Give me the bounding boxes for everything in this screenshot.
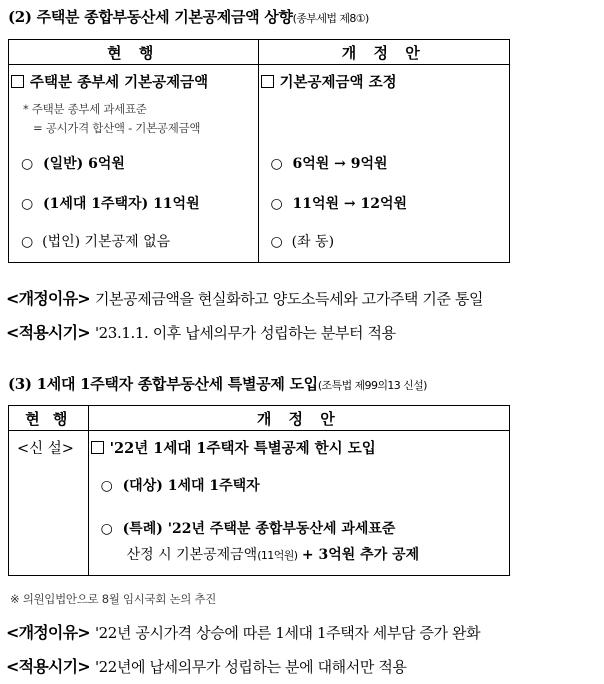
checkbox-square-icon: [261, 75, 274, 88]
section2-proposed-item-2-text: 11억원 → 12억원: [292, 196, 408, 212]
section3-item2-line2-small: (11억원): [257, 549, 298, 562]
section2-current-cell: [9, 65, 259, 263]
section2-table: [8, 39, 510, 263]
section2-heading: [8, 6, 369, 27]
circle-bullet-icon: ○: [100, 478, 113, 494]
section2-current-note1: * 주택분 종부세 과세표준: [23, 102, 147, 116]
section2-proposed-item-2: [271, 193, 408, 213]
section2-apply-label: <적용시기>: [6, 323, 90, 342]
section3-proposed-item-1: [101, 475, 260, 495]
section3-proposed-item-1-text: (대상) 1세대 1주택자: [122, 478, 260, 494]
section2-current-title: [11, 71, 208, 92]
section3-footnote: ※ 의원입법안으로 8월 임시국회 논의 추진: [10, 592, 217, 606]
section2-proposed-item-1-text: 6억원 → 9억원: [292, 156, 388, 172]
section2-reason-text: 기본공제금액을 현실화하고 양도소득세와 고가주택 기준 통일: [94, 290, 484, 308]
section2-proposed-title-text: 기본공제금액 조정: [279, 74, 397, 91]
circle-bullet-icon: ○: [100, 521, 113, 537]
section3-apply-label: <적용시기>: [6, 657, 90, 676]
circle-bullet-icon: ○: [21, 196, 34, 212]
section3-heading-ref: (조특법 제99의13 신설): [317, 379, 427, 392]
section2-col-current: 현 행: [9, 40, 259, 65]
section3-col-current: 현 행: [9, 406, 89, 431]
section2-heading-text: (2) 주택분 종합부동산세 기본공제금액 상향: [8, 8, 293, 26]
checkbox-square-icon: [91, 441, 104, 454]
section2-proposed-item-1: [271, 153, 388, 173]
section3-proposed-item-2-line2: [127, 544, 420, 564]
section2-proposed-item-3-text: (좌 동): [291, 234, 335, 250]
section3-reason-label: <개정이유>: [6, 623, 90, 642]
section2-current-item-3-text: (법인) 기본공제 없음: [42, 234, 171, 250]
section3-item2-line2-pre: 산정 시 기본공제금액: [126, 547, 258, 563]
section2-apply: [6, 320, 396, 343]
section3-col-proposed: 개 정 안: [88, 406, 509, 431]
circle-bullet-icon: ○: [270, 196, 283, 212]
section2-apply-text: '23.1.1. 이후 납세의무가 성립하는 분부터 적용: [94, 324, 396, 342]
section3-heading: [8, 373, 427, 394]
section2-proposed-item-3: [271, 231, 335, 251]
section2-proposed-title: [261, 71, 397, 92]
section2-current-item-1-text: (일반) 6억원: [42, 156, 125, 172]
section3-reason-text: '22년 공시가격 상승에 따른 1세대 1주택자 세부담 증가 완화: [94, 624, 481, 642]
circle-bullet-icon: ○: [21, 156, 34, 172]
section2-heading-ref: (종부세법 제8①): [292, 12, 369, 25]
section2-current-item-2: [21, 193, 200, 213]
section3-table: [8, 405, 510, 576]
section3-proposed-cell: [88, 431, 509, 576]
section3-heading-text: (3) 1세대 1주택자 종합부동산세 특별공제 도입: [8, 375, 318, 393]
section3-apply-text: '22년에 납세의무가 성립하는 분에 대해서만 적용: [94, 658, 407, 676]
section2-reason: [6, 286, 483, 309]
section3-current-value: <신 설>: [17, 441, 74, 457]
section3-proposed-item-2-text: (특례) '22년 주택분 종합부동산세 과세표준: [122, 521, 396, 537]
section2-col-proposed: 개 정 안: [258, 40, 510, 65]
section3-proposed-item-2: [101, 518, 396, 538]
section2-current-item-3: [21, 231, 170, 251]
section3-proposed-title: [91, 437, 376, 458]
section3-reason: [6, 620, 480, 643]
section2-current-title-text: 주택분 종부세 기본공제금액: [30, 74, 209, 91]
section3-proposed-title-text: '22년 1세대 1주택자 특별공제 한시 도입: [109, 440, 376, 457]
section3-apply: [6, 654, 407, 677]
section2-proposed-cell: [258, 65, 510, 263]
circle-bullet-icon: ○: [270, 156, 283, 172]
section2-current-item-1: [21, 153, 125, 173]
circle-bullet-icon: ○: [270, 234, 283, 250]
checkbox-square-icon: [11, 75, 24, 88]
circle-bullet-icon: ○: [21, 234, 34, 250]
section2-reason-label: <개정이유>: [6, 289, 90, 308]
section2-current-item-2-text: (1세대 1주택자) 11억원: [42, 196, 200, 212]
section3-item2-line2-post: + 3억원 추가 공제: [301, 547, 420, 563]
section2-current-note2: = 공시가격 합산액 - 기본공제금액: [33, 121, 201, 135]
section3-current-cell: [9, 431, 89, 576]
